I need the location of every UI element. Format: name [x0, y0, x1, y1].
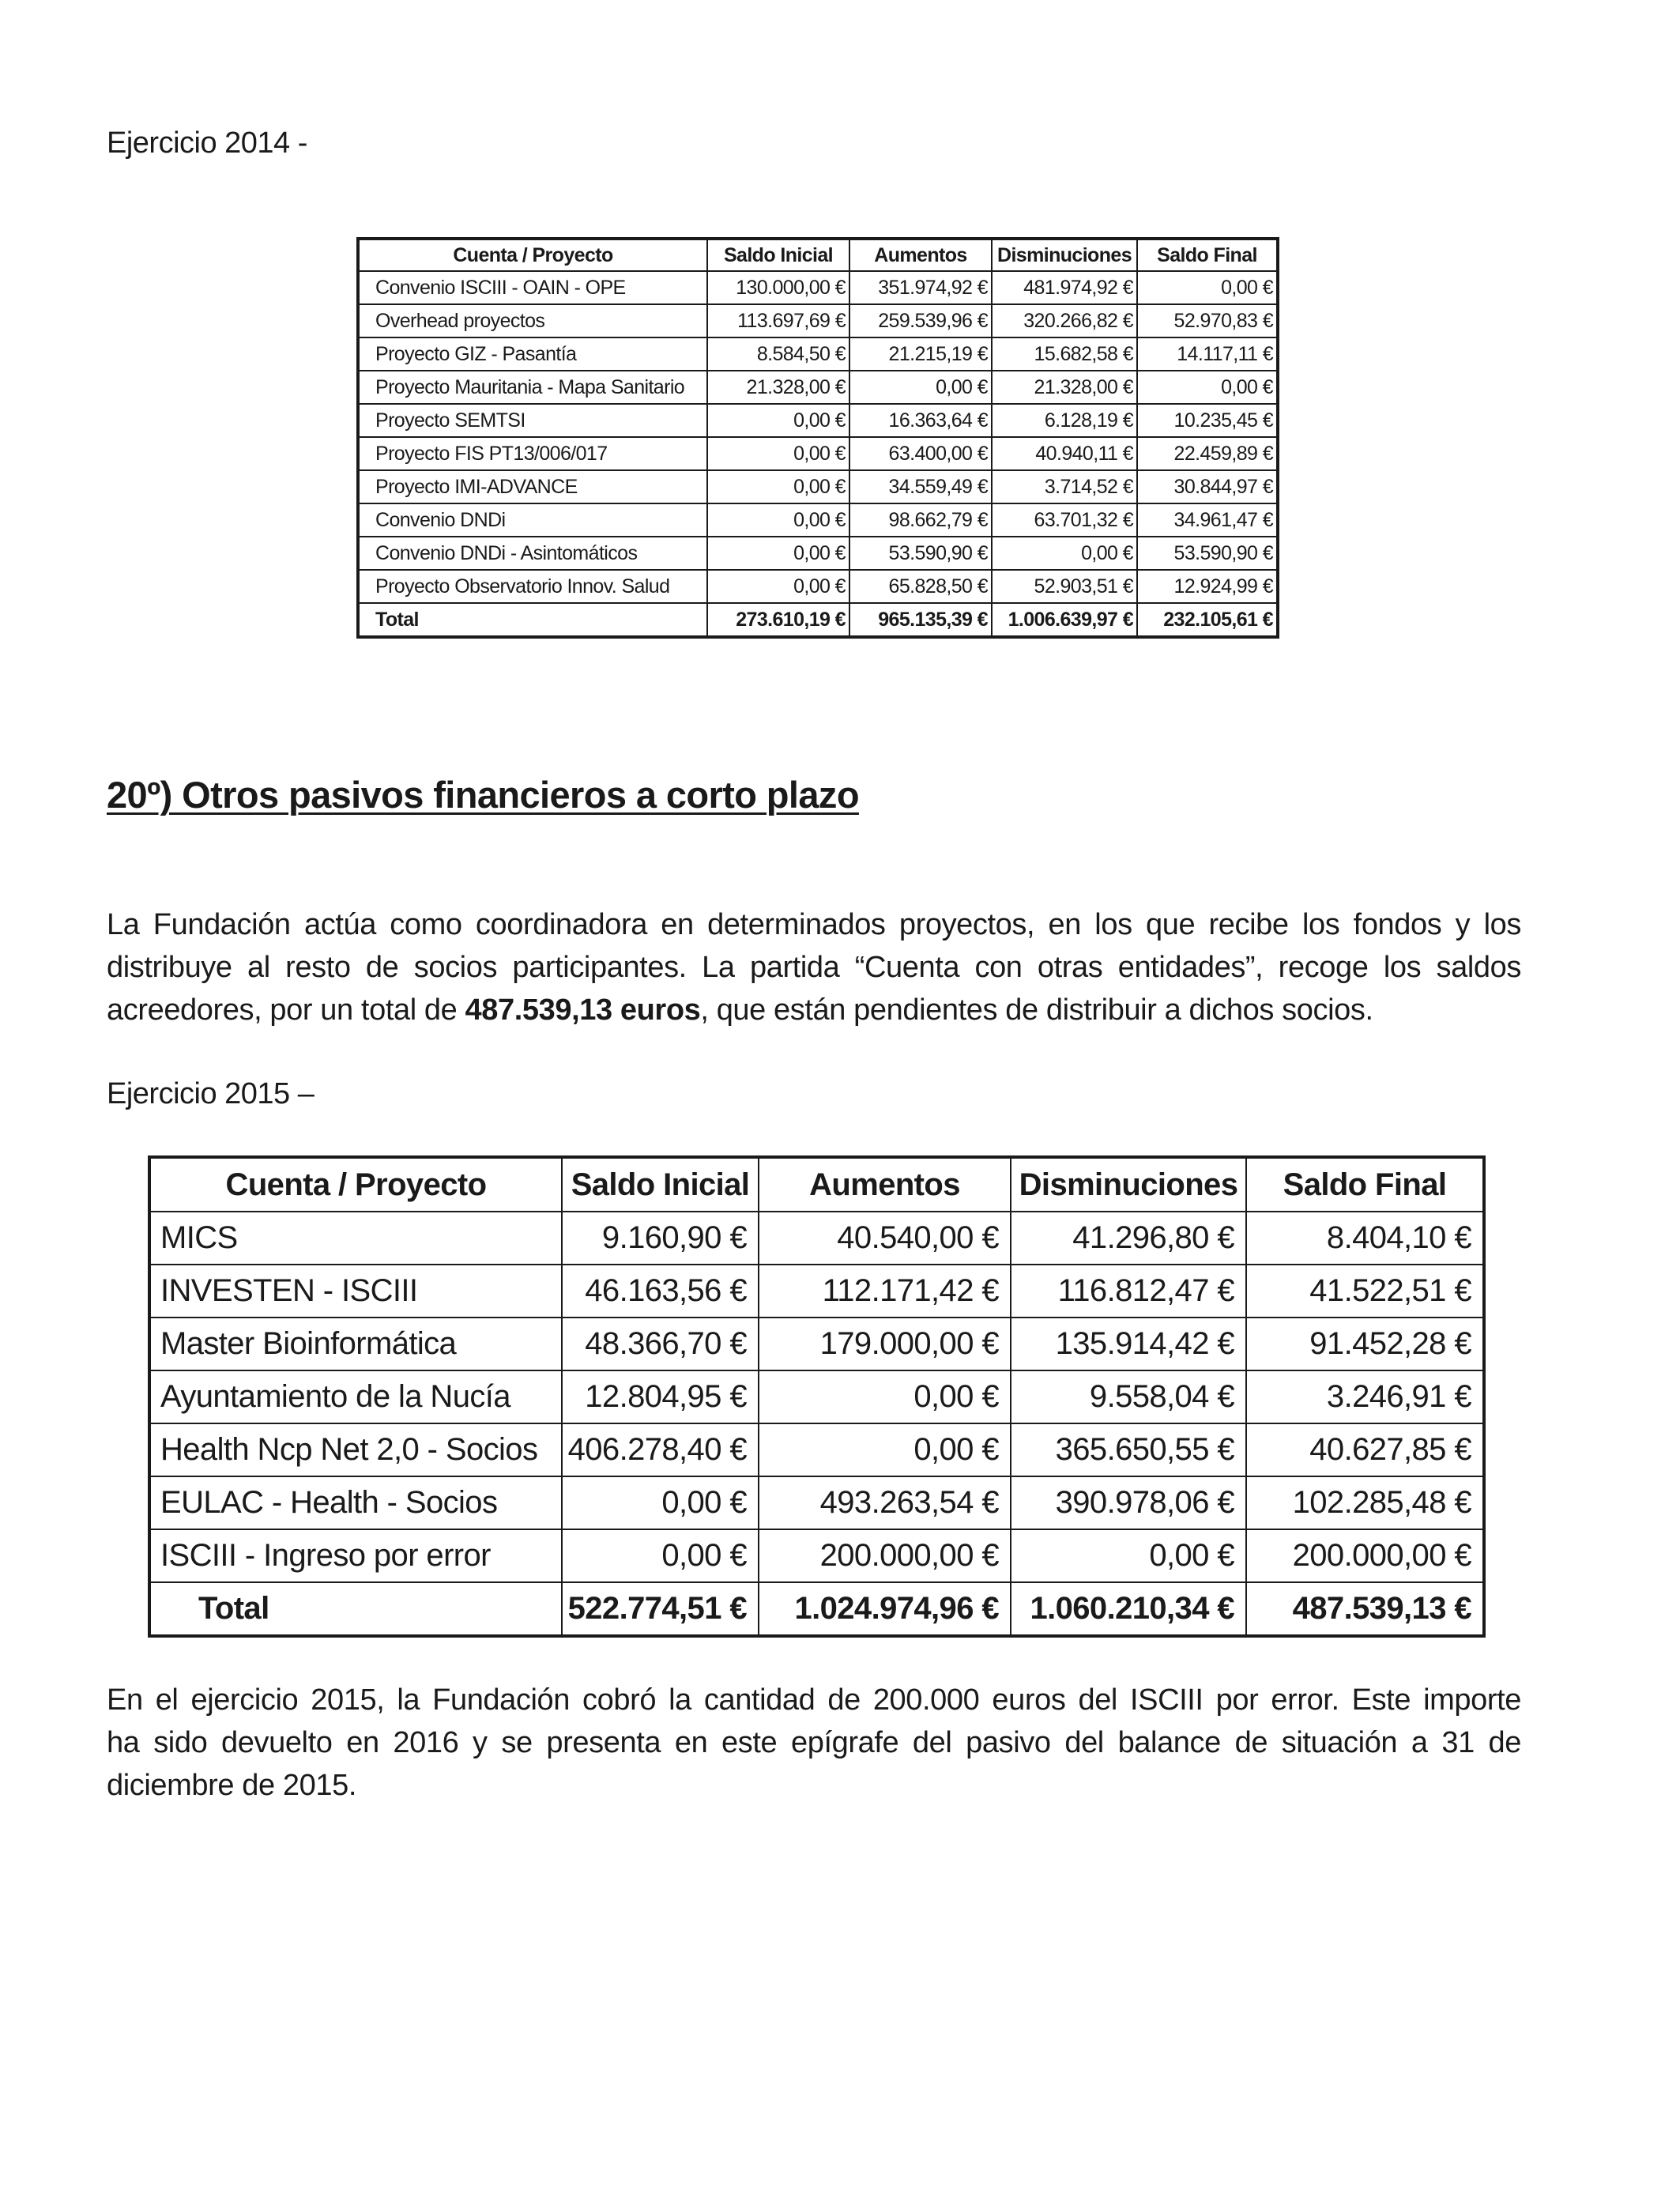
- cell-disminuciones: 135.914,42 €: [1011, 1318, 1246, 1370]
- header-cuenta-proyecto: Cuenta / Proyecto: [149, 1157, 562, 1212]
- cell-saldo-inicial: 0,00 €: [707, 503, 849, 537]
- cell-cuenta-proyecto: Proyecto Mauritania - Mapa Sanitario: [358, 371, 707, 404]
- cell-cuenta-proyecto: ISCIII - Ingreso por error: [149, 1529, 562, 1582]
- cell-saldo-final: 14.117,11 €: [1137, 337, 1278, 371]
- cell-cuenta-proyecto: Proyecto Observatorio Innov. Salud: [358, 570, 707, 603]
- cell-aumentos: 493.263,54 €: [759, 1476, 1011, 1529]
- header-aumentos: Aumentos: [849, 239, 992, 271]
- table-row: [358, 371, 1278, 404]
- cell-disminuciones: 52.903,51 €: [992, 570, 1137, 603]
- cell-cuenta-proyecto: EULAC - Health - Socios: [149, 1476, 562, 1529]
- cell-disminuciones: 6.128,19 €: [992, 404, 1137, 437]
- table-row: [358, 437, 1278, 470]
- cell-saldo-final: 487.539,13 €: [1246, 1582, 1484, 1636]
- cell-aumentos: 112.171,42 €: [759, 1265, 1011, 1318]
- cell-saldo-inicial: 0,00 €: [562, 1529, 759, 1582]
- cell-saldo-final: 40.627,85 €: [1246, 1423, 1484, 1476]
- cell-saldo-inicial: 0,00 €: [562, 1476, 759, 1529]
- cell-saldo-final: 232.105,61 €: [1137, 603, 1278, 637]
- header-cuenta-proyecto: Cuenta / Proyecto: [358, 239, 707, 271]
- table-total-row: [358, 603, 1278, 637]
- cell-saldo-final: 200.000,00 €: [1246, 1529, 1484, 1582]
- cell-saldo-final: 12.924,99 €: [1137, 570, 1278, 603]
- cell-cuenta-proyecto: Proyecto SEMTSI: [358, 404, 707, 437]
- cell-saldo-inicial: 406.278,40 €: [562, 1423, 759, 1476]
- cell-cuenta-proyecto: Proyecto IMI-ADVANCE: [358, 470, 707, 503]
- cell-saldo-inicial: 0,00 €: [707, 437, 849, 470]
- cell-cuenta-proyecto: Health Ncp Net 2,0 - Socios: [149, 1423, 562, 1476]
- cell-saldo-final: 0,00 €: [1137, 271, 1278, 304]
- cell-saldo-inicial: 12.804,95 €: [562, 1370, 759, 1423]
- paragraph-line: En el ejercicio 2015, la Fundación cobró la cantidad de 200.000 euros del ISCIII por error. Este importe: [107, 1683, 1521, 1717]
- cell-saldo-inicial: 0,00 €: [707, 537, 849, 570]
- table-row: [358, 271, 1278, 304]
- cell-disminuciones: 1.060.210,34 €: [1011, 1582, 1246, 1636]
- cell-cuenta-proyecto: Convenio ISCIII - OAIN - OPE: [358, 271, 707, 304]
- table-header-row: [149, 1157, 1484, 1212]
- paragraph-intro: [107, 903, 1521, 1031]
- cell-disminuciones: 320.266,82 €: [992, 304, 1137, 337]
- paragraph-text: acreedores, por un total de: [107, 993, 465, 1027]
- cell-aumentos: 63.400,00 €: [849, 437, 992, 470]
- ejercicio-2014-label: Ejercicio 2014 -: [107, 126, 307, 160]
- cell-disminuciones: 481.974,92 €: [992, 271, 1137, 304]
- header-saldo-inicial: Saldo Inicial: [562, 1157, 759, 1212]
- cell-aumentos: 98.662,79 €: [849, 503, 992, 537]
- cell-aumentos: 0,00 €: [759, 1370, 1011, 1423]
- cell-cuenta-proyecto: Ayuntamiento de la Nucía: [149, 1370, 562, 1423]
- cell-disminuciones: 0,00 €: [992, 537, 1137, 570]
- header-disminuciones: Disminuciones: [1011, 1157, 1246, 1212]
- header-saldo-inicial: Saldo Inicial: [707, 239, 849, 271]
- table-row: [358, 503, 1278, 537]
- cell-disminuciones: 1.006.639,97 €: [992, 603, 1137, 637]
- cell-cuenta-proyecto: Total: [358, 603, 707, 637]
- cell-cuenta-proyecto: Convenio DNDi - Asintomáticos: [358, 537, 707, 570]
- paragraph-line: [107, 989, 1521, 1031]
- cell-saldo-final: 8.404,10 €: [1246, 1212, 1484, 1265]
- cell-disminuciones: 41.296,80 €: [1011, 1212, 1246, 1265]
- table-ejercicio-2015: [148, 1155, 1486, 1638]
- cell-aumentos: 0,00 €: [759, 1423, 1011, 1476]
- header-disminuciones: Disminuciones: [992, 239, 1137, 271]
- cell-saldo-final: 52.970,83 €: [1137, 304, 1278, 337]
- cell-saldo-inicial: 0,00 €: [707, 470, 849, 503]
- cell-aumentos: 179.000,00 €: [759, 1318, 1011, 1370]
- cell-cuenta-proyecto: MICS: [149, 1212, 562, 1265]
- cell-saldo-inicial: 522.774,51 €: [562, 1582, 759, 1636]
- cell-aumentos: 259.539,96 €: [849, 304, 992, 337]
- cell-saldo-inicial: 8.584,50 €: [707, 337, 849, 371]
- cell-disminuciones: 15.682,58 €: [992, 337, 1137, 371]
- table-ejercicio-2014: [356, 237, 1279, 639]
- cell-saldo-inicial: 273.610,19 €: [707, 603, 849, 637]
- cell-saldo-final: 30.844,97 €: [1137, 470, 1278, 503]
- cell-aumentos: 53.590,90 €: [849, 537, 992, 570]
- table-row: [149, 1423, 1484, 1476]
- paragraph-text: , que están pendientes de distribuir a dichos socios.: [700, 993, 1373, 1027]
- table-row: [358, 470, 1278, 503]
- table-row: [358, 404, 1278, 437]
- table-row: [149, 1265, 1484, 1318]
- cell-aumentos: 1.024.974,96 €: [759, 1582, 1011, 1636]
- cell-saldo-inicial: 0,00 €: [707, 570, 849, 603]
- cell-cuenta-proyecto: Total: [149, 1582, 562, 1636]
- cell-saldo-inicial: 9.160,90 €: [562, 1212, 759, 1265]
- cell-saldo-final: 91.452,28 €: [1246, 1318, 1484, 1370]
- total-amount-bold: 487.539,13 euros: [465, 993, 701, 1027]
- cell-saldo-final: 0,00 €: [1137, 371, 1278, 404]
- cell-saldo-final: 41.522,51 €: [1246, 1265, 1484, 1318]
- cell-aumentos: 0,00 €: [849, 371, 992, 404]
- cell-saldo-final: 22.459,89 €: [1137, 437, 1278, 470]
- paragraph-line: La Fundación actúa como coordinadora en determinados proyectos, en los que recibe los fondos y los: [107, 908, 1521, 941]
- cell-saldo-inicial: 0,00 €: [707, 404, 849, 437]
- cell-aumentos: 34.559,49 €: [849, 470, 992, 503]
- table-header-row: [358, 239, 1278, 271]
- cell-saldo-inicial: 130.000,00 €: [707, 271, 849, 304]
- cell-saldo-inicial: 113.697,69 €: [707, 304, 849, 337]
- section-title: 20º) Otros pasivos financieros a corto plazo: [107, 774, 859, 816]
- table-row: [358, 537, 1278, 570]
- cell-saldo-final: 53.590,90 €: [1137, 537, 1278, 570]
- table-row: [149, 1212, 1484, 1265]
- cell-aumentos: 65.828,50 €: [849, 570, 992, 603]
- cell-aumentos: 16.363,64 €: [849, 404, 992, 437]
- cell-cuenta-proyecto: Proyecto GIZ - Pasantía: [358, 337, 707, 371]
- table-total-row: [149, 1582, 1484, 1636]
- paragraph-line: diciembre de 2015.: [107, 1769, 357, 1802]
- cell-disminuciones: 0,00 €: [1011, 1529, 1246, 1582]
- header-aumentos: Aumentos: [759, 1157, 1011, 1212]
- table-row: [358, 570, 1278, 603]
- cell-disminuciones: 63.701,32 €: [992, 503, 1137, 537]
- cell-saldo-final: 10.235,45 €: [1137, 404, 1278, 437]
- cell-saldo-inicial: 48.366,70 €: [562, 1318, 759, 1370]
- cell-aumentos: 200.000,00 €: [759, 1529, 1011, 1582]
- cell-saldo-final: 34.961,47 €: [1137, 503, 1278, 537]
- cell-disminuciones: 9.558,04 €: [1011, 1370, 1246, 1423]
- table-row: [149, 1529, 1484, 1582]
- cell-cuenta-proyecto: Master Bioinformática: [149, 1318, 562, 1370]
- paragraph-line: ha sido devuelto en 2016 y se presenta en este epígrafe del pasivo del balance de situación a 31 de: [107, 1726, 1521, 1759]
- cell-cuenta-proyecto: Overhead proyectos: [358, 304, 707, 337]
- cell-cuenta-proyecto: Convenio DNDi: [358, 503, 707, 537]
- table-row: [358, 304, 1278, 337]
- table-row: [149, 1318, 1484, 1370]
- header-saldo-final: Saldo Final: [1246, 1157, 1484, 1212]
- cell-aumentos: 965.135,39 €: [849, 603, 992, 637]
- paragraph-closing: [107, 1679, 1521, 1807]
- table-row: [149, 1476, 1484, 1529]
- ejercicio-2015-label: Ejercicio 2015 –: [107, 1077, 315, 1110]
- cell-aumentos: 40.540,00 €: [759, 1212, 1011, 1265]
- table-row: [149, 1370, 1484, 1423]
- cell-aumentos: 21.215,19 €: [849, 337, 992, 371]
- cell-disminuciones: 390.978,06 €: [1011, 1476, 1246, 1529]
- cell-disminuciones: 40.940,11 €: [992, 437, 1137, 470]
- cell-aumentos: 351.974,92 €: [849, 271, 992, 304]
- cell-disminuciones: 365.650,55 €: [1011, 1423, 1246, 1476]
- cell-disminuciones: 116.812,47 €: [1011, 1265, 1246, 1318]
- cell-saldo-final: 3.246,91 €: [1246, 1370, 1484, 1423]
- cell-cuenta-proyecto: INVESTEN - ISCIII: [149, 1265, 562, 1318]
- cell-cuenta-proyecto: Proyecto FIS PT13/006/017: [358, 437, 707, 470]
- header-saldo-final: Saldo Final: [1137, 239, 1278, 271]
- table-row: [358, 337, 1278, 371]
- paragraph-line: distribuye al resto de socios participantes. La partida “Cuenta con otras entidades”, recoge los saldos: [107, 951, 1521, 984]
- cell-saldo-inicial: 21.328,00 €: [707, 371, 849, 404]
- cell-saldo-final: 102.285,48 €: [1246, 1476, 1484, 1529]
- cell-disminuciones: 21.328,00 €: [992, 371, 1137, 404]
- cell-disminuciones: 3.714,52 €: [992, 470, 1137, 503]
- cell-saldo-inicial: 46.163,56 €: [562, 1265, 759, 1318]
